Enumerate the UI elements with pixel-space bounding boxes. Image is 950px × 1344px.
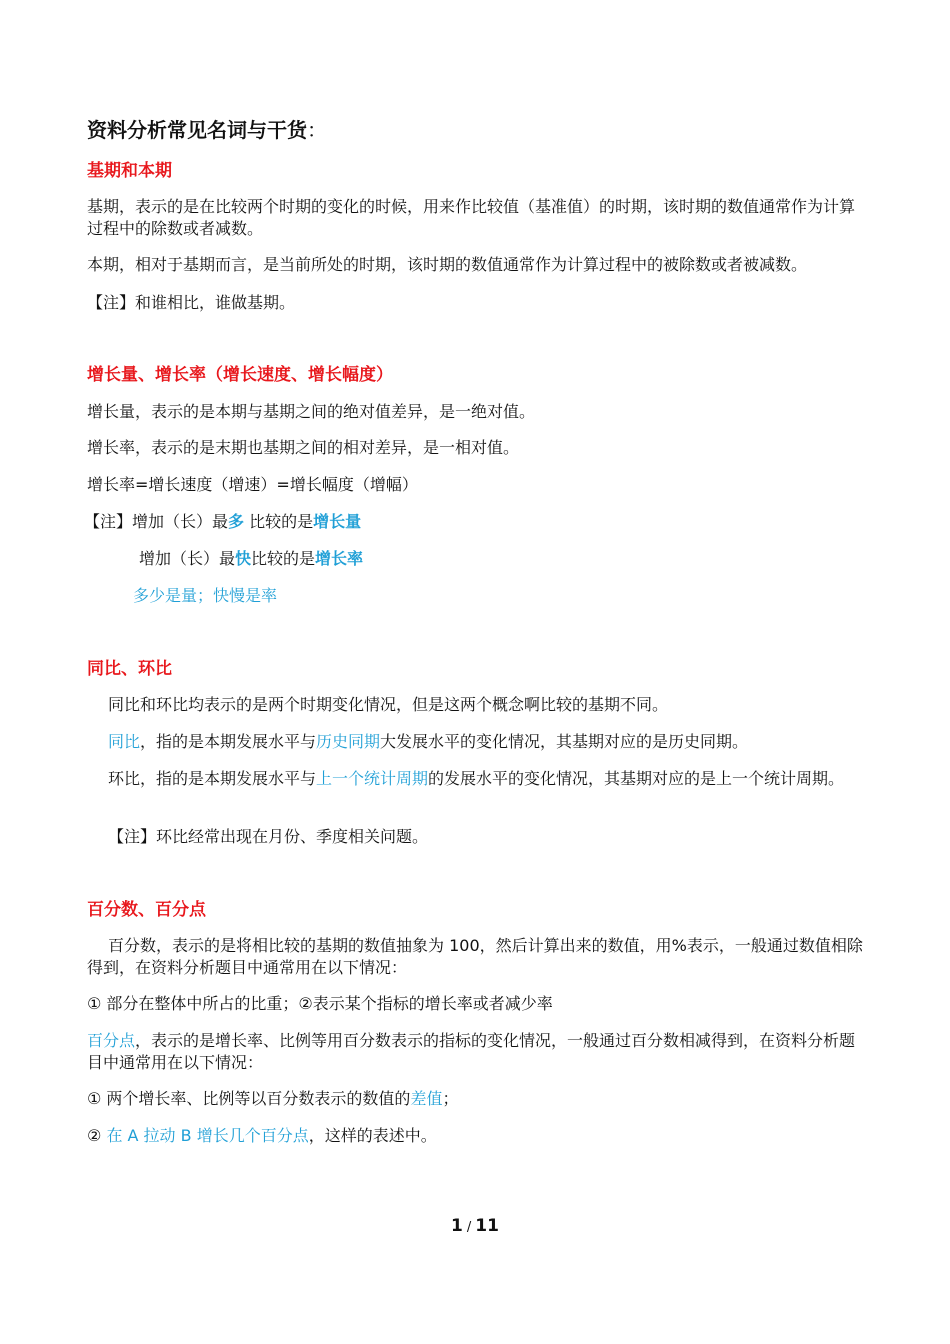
paragraph-mom-definition: 环比，指的是本期发展水平与上一个统计周期的发展水平的变化情况，其基期对应的是上一个统计周期。 [108,769,845,788]
section-heading-yoy-mom: 同比、环比 [87,659,172,679]
page-total: 11 [475,1216,499,1236]
section-heading-percent: 百分数、百分点 [87,900,206,920]
note-growth-most: 【注】增加（长）最多 比较的是增长量 [84,512,362,531]
paragraph-percentage-definition: 百分数，表示的是将相比较的基期的数值抽象为 100，然后计算出来的数值，用%表示，一般通过数值相除得到，在资料分析题目中通常用在以下情况： [87,936,863,977]
highlight-previous-period: 上一个统计周期 [316,769,429,788]
paragraph-base-period-definition: 基期，表示的是在比较两个时期的变化的时候，用来作比较值（基准值）的时期，该时期的数值通常作为计算过程中的除数或者减数。 [87,197,856,238]
highlight-fastest: 快 [235,549,252,568]
highlight-difference: 差值 [410,1089,443,1108]
note-base-period: 【注】和谁相比，谁做基期。 [87,293,296,312]
note-growth-fastest: 增加（长）最快比较的是增长率 [139,549,364,568]
paragraph-current-period-definition: 本期，相对于基期而言，是当前所处的时期，该时期的数值通常作为计算过程中的被除数或者被减数。 [87,255,808,274]
highlight-pull-growth: 在 A 拉动 B 增长几个百分点 [106,1126,309,1145]
paragraph-yoy-definition: 同比，指的是本期发展水平与历史同期大发展水平的变化情况，其基期对应的是历史同期。 [108,732,749,751]
note-mom: 【注】环比经常出现在月份、季度相关问题。 [108,827,429,846]
paragraph-percentage-point-definition: 百分点，表示的是增长率、比例等用百分数表示的指标的变化情况，一般通过百分数相减得到，在资料分析题目中通常用在以下情况： [87,1031,856,1072]
paragraph-percentage-point-use-1: ① 两个增长率、比例等以百分数表示的数值的差值； [87,1089,459,1108]
note-growth-summary: 多少是量；快慢是率 [133,586,278,605]
paragraph-percentage-uses: ① 部分在整体中所占的比重；②表示某个指标的增长率或者减少率 [87,994,553,1013]
page-number [0,1216,950,1236]
paragraph-growth-rate: 增长率，表示的是末期也基期之间的相对差异，是一相对值。 [87,438,520,457]
document-title [87,117,867,143]
highlight-most: 多 [228,512,245,531]
paragraph-yoy-mom-intro: 同比和环比均表示的是两个时期变化情况，但是这两个概念啊比较的基期不同。 [108,695,669,714]
page-separator: / [466,1220,472,1235]
title-text: 资料分析常见名词与干货 [87,118,307,142]
paragraph-growth-amount: 增长量，表示的是本期与基期之间的绝对值差异，是一绝对值。 [87,402,536,421]
highlight-historical-period: 历史同期 [316,732,381,751]
title-colon: ： [307,118,327,142]
paragraph-percentage-point-use-2: ② 在 A 拉动 B 增长几个百分点，这样的表述中。 [87,1126,437,1145]
highlight-growth-amount: 增长量 [313,512,362,531]
highlight-yoy: 同比 [108,732,141,751]
highlight-percentage-point: 百分点 [87,1031,136,1050]
paragraph-growth-rate-equivalents: 增长率=增长速度（增速）=增长幅度（增幅） [87,475,418,494]
highlight-growth-rate: 增长率 [315,549,364,568]
section-heading-growth: 增长量、增长率（增长速度、增长幅度） [87,365,393,385]
section-heading-base-period: 基期和本期 [87,161,172,181]
page-current: 1 [451,1216,463,1236]
